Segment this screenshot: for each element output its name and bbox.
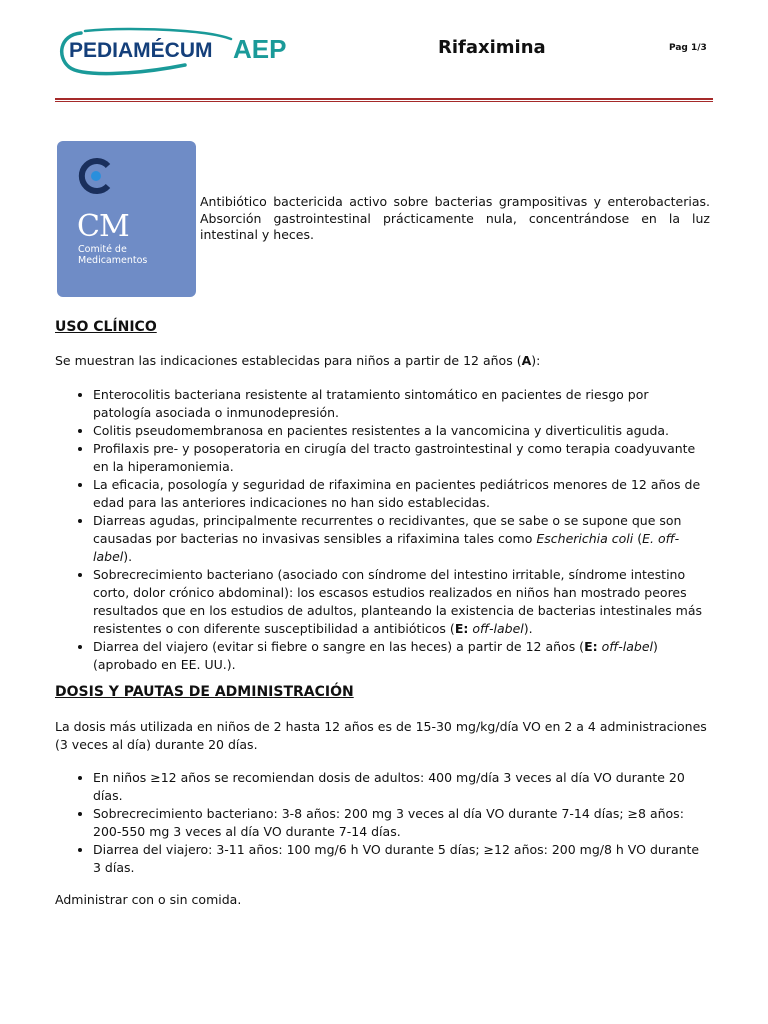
off-label-note: off-label (468, 621, 524, 636)
logo-brand-text: PEDIAMÉCUM (69, 39, 213, 62)
off-label-note: off-label (597, 639, 653, 654)
list-item-text: Diarreas agudas, principalmente recurrentes o recidivantes, que se sabe o se supone que son causadas por bacterias no invasivas sensibles a rifaximina tales como (93, 513, 682, 546)
section-heading-uso-clinico: USO CLÍNICO (55, 319, 157, 335)
list-item-text: Diarrea del viajero (evitar si fiebre o sangre en las heces) a partir de 12 años ( (93, 639, 585, 654)
list-item (93, 440, 710, 476)
uso-clinico-intro-end: ): (531, 353, 541, 368)
section-heading-dosis: DOSIS Y PAUTAS DE ADMINISTRACIÓN (55, 684, 354, 700)
logo-suffix-text: AEP (233, 34, 287, 64)
cm-subtitle (78, 244, 147, 266)
list-item-text: Profilaxis pre- y posoperatoria en cirugía del tracto gastrointestinal y como terapia coadyuvante en la hiperamoniemia. (93, 441, 696, 474)
list-item (93, 422, 710, 440)
cm-letters: CM (77, 209, 129, 244)
list-item (93, 512, 710, 566)
evidence-level: E: (584, 639, 598, 654)
list-item-text: Enterocolitis bacteriana resistente al tratamiento sintomático en pacientes de riesgo por patología asociada o inmunodepresión. (93, 387, 649, 420)
list-item (93, 841, 710, 877)
dosis-list (55, 769, 710, 877)
species-name: Escherichia coli (536, 531, 634, 546)
cm-subtitle-line-1: Comité de (78, 244, 127, 255)
list-item-text: ( (633, 531, 643, 546)
evidence-level: E: (454, 621, 469, 636)
list-item (93, 769, 710, 805)
pediamecum-logo (55, 27, 305, 79)
header-divider-thin (55, 101, 713, 102)
administration-note: Administrar con o sin comida. (55, 892, 242, 907)
list-item (93, 638, 710, 674)
logo-swoosh-icon (55, 27, 305, 79)
list-item (93, 386, 710, 422)
uso-clinico-list (55, 386, 710, 674)
list-item-text: Sobrecrecimiento bacteriano (asociado con síndrome del intestino irritable, síndrome intestino corto, dolor crónico abdominal): los escasos estudios realizados en niños han mostrado peores resultados que en los estudios de adultos, planteando la existencia de bacterias intestinales más resistentes o con diferente susceptibilidad a antibióticos ( (93, 567, 703, 636)
list-item-text: Diarrea del viajero: 3-11 años: 100 mg/6 h VO durante 5 días; ≥12 años: 200 mg/8 h VO durante 3 días. (93, 842, 700, 875)
list-item-text: ). (123, 549, 133, 564)
list-item-text: En niños ≥12 años se recomiendan dosis de adultos: 400 mg/día 3 veces al día VO durante 20 días. (93, 770, 685, 803)
cm-emblem-icon (71, 151, 121, 201)
page-number: Pag 1/3 (669, 43, 707, 53)
list-item-text: La eficacia, posología y seguridad de rifaximina en pacientes pediátricos menores de 12 años de edad para las anteriores indicaciones no han sido establecidas. (93, 477, 701, 510)
drug-description: Antibiótico bactericida activo sobre bacterias grampositivas y enterobacterias. Absorción gastrointestinal prácticamente nula, concentrándose en la luz intestinal y heces. (200, 194, 710, 242)
uso-clinico-intro-text: Se muestran las indicaciones establecidas para niños a partir de 12 años ( (55, 353, 522, 368)
evidence-level: A (521, 353, 532, 368)
list-item (93, 476, 710, 512)
list-item-text: Sobrecrecimiento bacteriano: 3-8 años: 200 mg 3 veces al día VO durante 7-14 días; ≥8 años: 200-550 mg 3 veces al día VO durante 7-14 días. (93, 806, 684, 839)
comite-medicamentos-badge (57, 141, 196, 297)
document-title: Rifaximina (438, 37, 546, 58)
dosis-intro: La dosis más utilizada en niños de 2 hasta 12 años es de 15-30 mg/kg/día VO en 2 a 4 administraciones (3 veces al día) durante 20 días. (55, 719, 707, 752)
list-item (93, 805, 710, 841)
list-item (93, 566, 710, 638)
off-label-note: E. off-label (93, 531, 680, 564)
cm-subtitle-line-2: Medicamentos (78, 255, 148, 266)
list-item-text: ). (523, 621, 533, 636)
uso-clinico-intro (55, 352, 710, 370)
list-item-text: ) (aprobado en EE. UU.). (93, 639, 658, 672)
header-divider (55, 98, 713, 100)
list-item-text: Colitis pseudomembranosa en pacientes resistentes a la vancomicina y diverticulitis aguda. (93, 423, 670, 438)
